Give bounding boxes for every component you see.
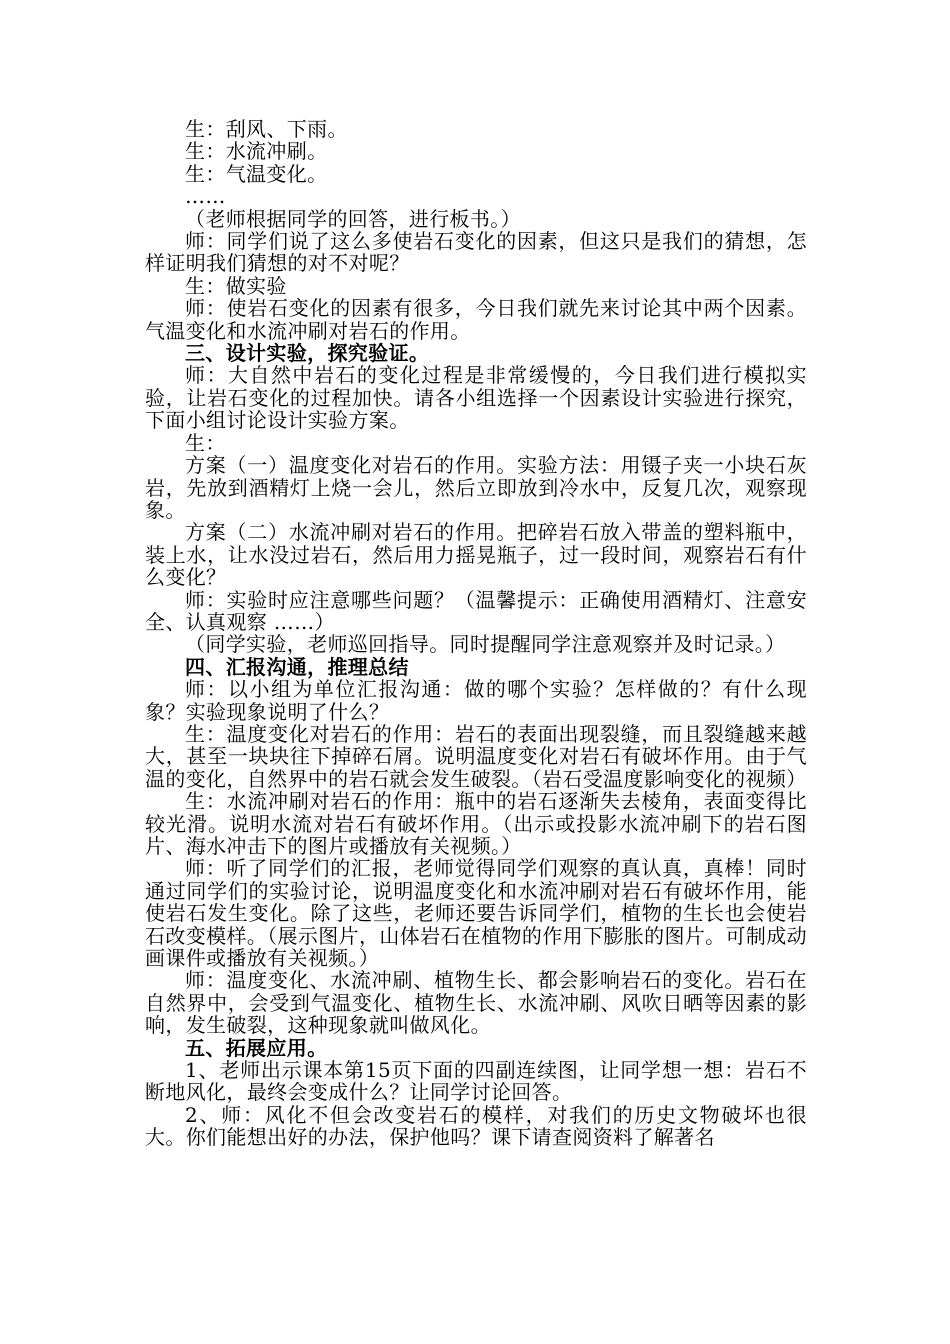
paragraph: 生：刮风、下雨。 [185, 117, 348, 141]
paragraph: 生：温度变化对岩石的作用：岩石的表面出现裂缝，而且裂缝越来越大，甚至一块块往下掉碎石屑。说明温度变化对岩石有破坏作用。由于气温的变化，自然界中的岩石就会发生破裂。（岩石受温度影响变化的视频） [145, 721, 807, 791]
paragraph: 师：实验时应注意哪些问题？（温馨提示：正确使用酒精灯、注意安全、认真观察 ……） [145, 587, 807, 634]
section-heading: 五、拓展应用。 [185, 1035, 328, 1060]
paragraph: …… [185, 184, 226, 209]
paragraph: 生：气温变化。 [185, 161, 328, 186]
paragraph: 生：做实验 [185, 273, 287, 298]
paragraph: 方案（二）水流冲刷对岩石的作用。把碎岩石放入带盖的塑料瓶中，装上水，让水没过岩石，然后用力摇晃瓶子，过一段时间，观察岩石有什么变化？ [145, 520, 807, 590]
paragraph: 生： [185, 430, 226, 455]
paragraph: 生：水流冲刷。 [185, 139, 328, 164]
paragraph: 2、师：风化不但会改变岩石的模样，对我们的历史文物破坏也很大。你们能想出好的办法，保护他吗？课下请查阅资料了解著名 [145, 1102, 807, 1150]
paragraph: 师：以小组为单位汇报沟通：做的哪个实验？怎样做的？有什么现象？实验现象说明了什么？ [145, 677, 807, 724]
paragraph: 方案（一）温度变化对岩石的作用。实验方法：用镊子夹一小块石灰岩，先放到酒精灯上烧一会儿，然后立即放到冷水中，反复几次，观察现象。 [145, 453, 807, 522]
section-heading: 四、汇报沟通，推理总结 [185, 654, 409, 679]
paragraph: 师：温度变化、水流冲刷、植物生长、都会影响岩石的变化。岩石在自然界中，会受到气温变化、植物生长、水流冲刷、风吹日晒等因素的影响，发生破裂，这种现象就叫做风化。 [145, 968, 807, 1038]
document-page [145, 118, 807, 1149]
section-heading: 三、设计实验，探究验证。 [185, 341, 430, 366]
paragraph: 师：使岩石变化的因素有很多，今日我们就先来讨论其中两个因素。气温变化和水流冲刷对岩石的作用。 [145, 296, 807, 343]
paragraph: 生：水流冲刷对岩石的作用：瓶中的岩石逐渐失去棱角，表面变得比较光滑。说明水流对岩石有破坏作用。（出示或投影水流冲刷下的岩石图片、海水冲击下的图片或播放有关视频。） [145, 789, 807, 858]
paragraph: 师：大自然中岩石的变化过程是非常缓慢的，今日我们进行模拟实验，让岩石变化的过程加快。请各小组选择一个因素设计实验进行探究，下面小组讨论设计实验方案。 [145, 363, 807, 433]
paragraph: 师：听了同学们的汇报，老师觉得同学们观察的真认真，真棒！同时通过同学们的实验讨论，说明温度变化和水流冲刷对岩石有破坏作用，能使岩石发生变化。除了这些，老师还要告诉同学们，植物的生长也会使岩石改变模样。（展示图片，山体岩石在植物的作用下膨胀的图片。可制成动画课件或播放有关视频。） [145, 856, 807, 971]
paragraph: 师：同学们说了这么多使岩石变化的因素，但这只是我们的猜想，怎样证明我们猜想的对不对呢？ [145, 229, 807, 276]
paragraph: （同学实验，老师巡回指导。同时提醒同学注意观察并及时记录。） [185, 632, 786, 657]
paragraph: （老师根据同学的回答，进行板书。） [185, 206, 521, 231]
paragraph: 1、老师出示课本第15页下面的四副连续图，让同学想一想：岩石不断地风化，最终会变成什么？让同学讨论回答。 [145, 1058, 807, 1105]
